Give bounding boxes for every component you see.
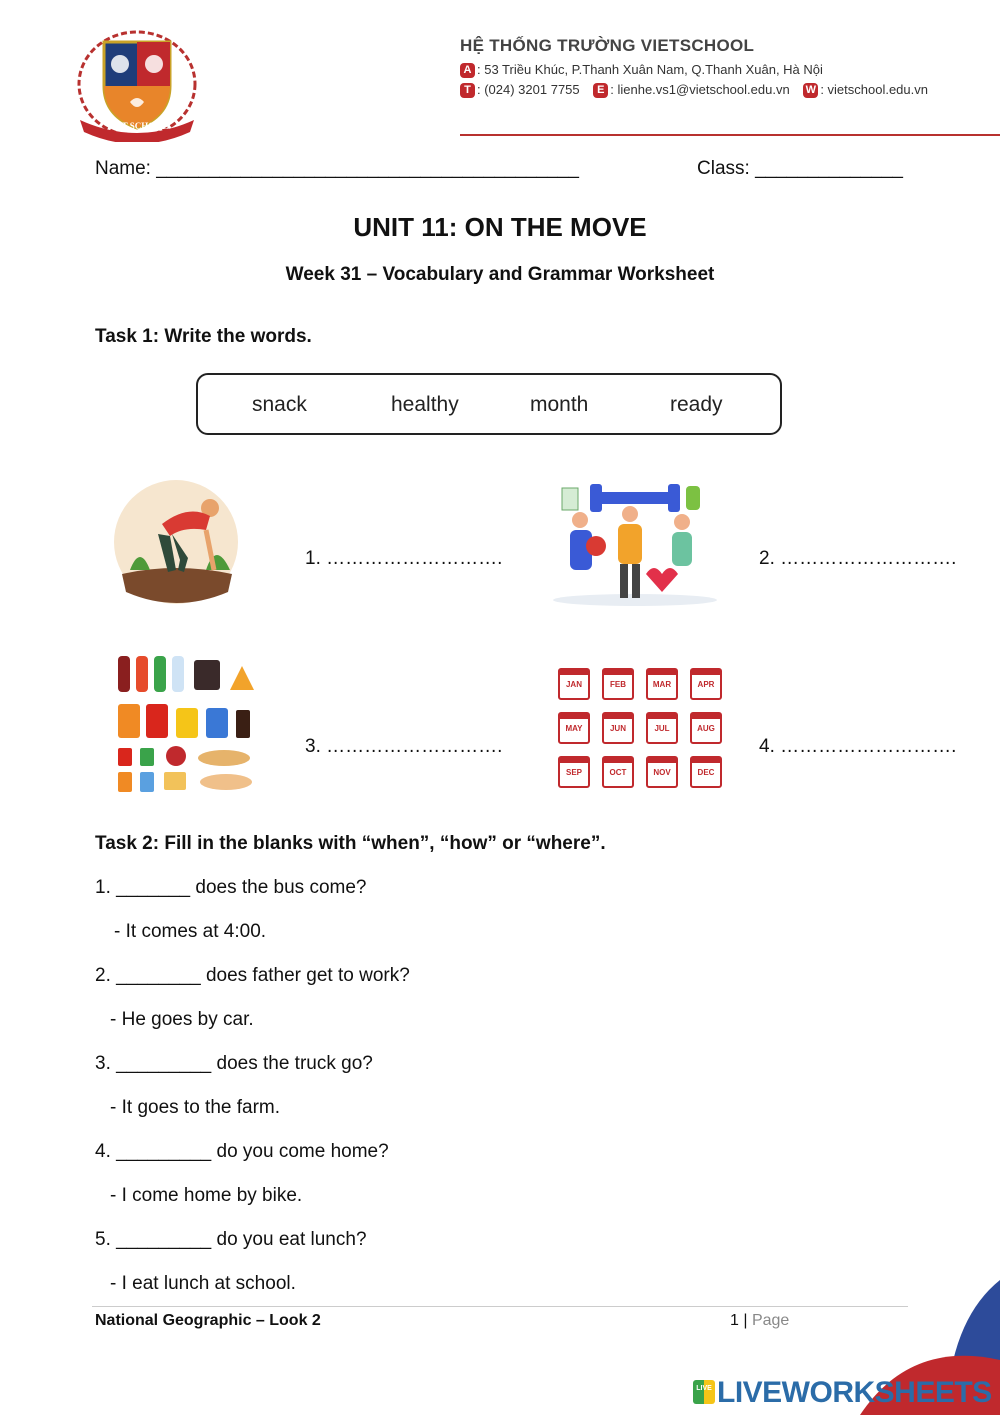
answer-5: - I eat lunch at school. [110, 1273, 296, 1294]
web-text: : vietschool.edu.vn [820, 82, 928, 97]
web-badge: W [803, 83, 818, 98]
school-name: HỆ THỐNG TRƯỜNG VIETSCHOOL [460, 36, 755, 55]
snacks-icon [114, 652, 259, 797]
calendar-month-label: SEP [565, 768, 582, 777]
answer-blank-3[interactable]: 3. ………………………. [305, 736, 503, 757]
answer-1: - It comes at 4:00. [114, 921, 267, 942]
class-field[interactable]: Class: ______________ [697, 158, 904, 179]
answer-3: - It goes to the farm. [110, 1097, 281, 1118]
liveworksheets-badge [693, 1380, 715, 1404]
address-text: : 53 Triều Khúc, P.Thanh Xuân Nam, Q.Thanh Xuân, Hà Nội [477, 62, 823, 77]
answer-blank-2[interactable]: 2. ………………………. [759, 548, 957, 569]
phone-badge: T [460, 83, 475, 98]
calendar-month-tile [558, 712, 590, 744]
liveworksheets-badge-text: LIVE [696, 1385, 712, 1392]
calendar-month-tile [690, 756, 722, 788]
healthy-family-icon [550, 478, 720, 608]
calendar-month-tile [558, 668, 590, 700]
footer-divider [92, 1306, 908, 1307]
calendar-month-label: JUL [654, 724, 670, 733]
calendar-month-tile [602, 756, 634, 788]
task1-heading: Task 1: Write the words. [95, 326, 312, 347]
calendar-month-tile [646, 756, 678, 788]
page-num: 1 [730, 1312, 739, 1329]
email-text: : lienhe.vs1@vietschool.edu.vn [610, 82, 790, 97]
answer-4: - I come home by bike. [110, 1185, 303, 1206]
calendar-month-label: OCT [609, 768, 627, 777]
page-label: Page [751, 1312, 790, 1329]
answer-2: - He goes by car. [110, 1009, 254, 1030]
phone-text: : (024) 3201 7755 [477, 82, 580, 97]
liveworksheets-text: LIVEWORKSHEETS [717, 1376, 992, 1409]
header-divider [460, 134, 1000, 136]
address-line [460, 62, 823, 78]
calendar-month-tile [646, 712, 678, 744]
calendar-month-tile [690, 668, 722, 700]
calendar-month-tile [646, 668, 678, 700]
answer-blank-4[interactable]: 4. ………………………. [759, 736, 957, 757]
calendar-month-tile [558, 756, 590, 788]
calendar-month-label: NOV [653, 768, 671, 777]
email-badge: E [593, 83, 608, 98]
page-sep: | [738, 1312, 752, 1329]
calendar-month-tile [690, 712, 722, 744]
word-bank-item: healthy [391, 393, 459, 416]
calendar-month-label: MAY [565, 724, 583, 733]
calendar-months-icon [558, 668, 724, 792]
question-5[interactable]: 5. _________ do you eat lunch? [95, 1229, 367, 1250]
school-logo [74, 24, 200, 142]
page-title: UNIT 11: ON THE MOVE [353, 212, 647, 242]
calendar-month-label: AUG [697, 724, 715, 733]
contact-line [460, 82, 928, 98]
word-bank-item: ready [670, 393, 723, 416]
calendar-month-label: APR [697, 680, 715, 689]
runner-ready-icon [110, 474, 245, 614]
calendar-month-label: FEB [610, 680, 626, 689]
calendar-month-label: MAR [652, 680, 672, 689]
page-number [730, 1312, 789, 1330]
question-3[interactable]: 3. _________ does the truck go? [95, 1053, 373, 1074]
question-2[interactable]: 2. ________ does father get to work? [95, 965, 410, 986]
logo-text: VIET SCHOOL [105, 121, 169, 131]
calendar-month-label: JAN [565, 680, 582, 689]
address-badge: A [460, 63, 475, 78]
answer-blank-1[interactable]: 1. ………………………. [305, 548, 503, 569]
calendar-month-tile [602, 668, 634, 700]
calendar-month-tile [602, 712, 634, 744]
page-subtitle: Week 31 – Vocabulary and Grammar Worksheet [285, 264, 715, 285]
question-4[interactable]: 4. _________ do you come home? [95, 1141, 389, 1162]
word-bank-item: snack [252, 393, 307, 416]
footer-book: National Geographic – Look 2 [95, 1312, 321, 1329]
name-field[interactable]: Name: ________________________________________ [95, 158, 579, 179]
question-1[interactable]: 1. _______ does the bus come? [95, 877, 367, 898]
calendar-month-label: DEC [697, 768, 715, 777]
calendar-month-label: JUN [609, 724, 626, 733]
task2-heading: Task 2: Fill in the blanks with “when”, “how” or “where”. [95, 833, 606, 854]
word-bank-item: month [530, 393, 589, 416]
